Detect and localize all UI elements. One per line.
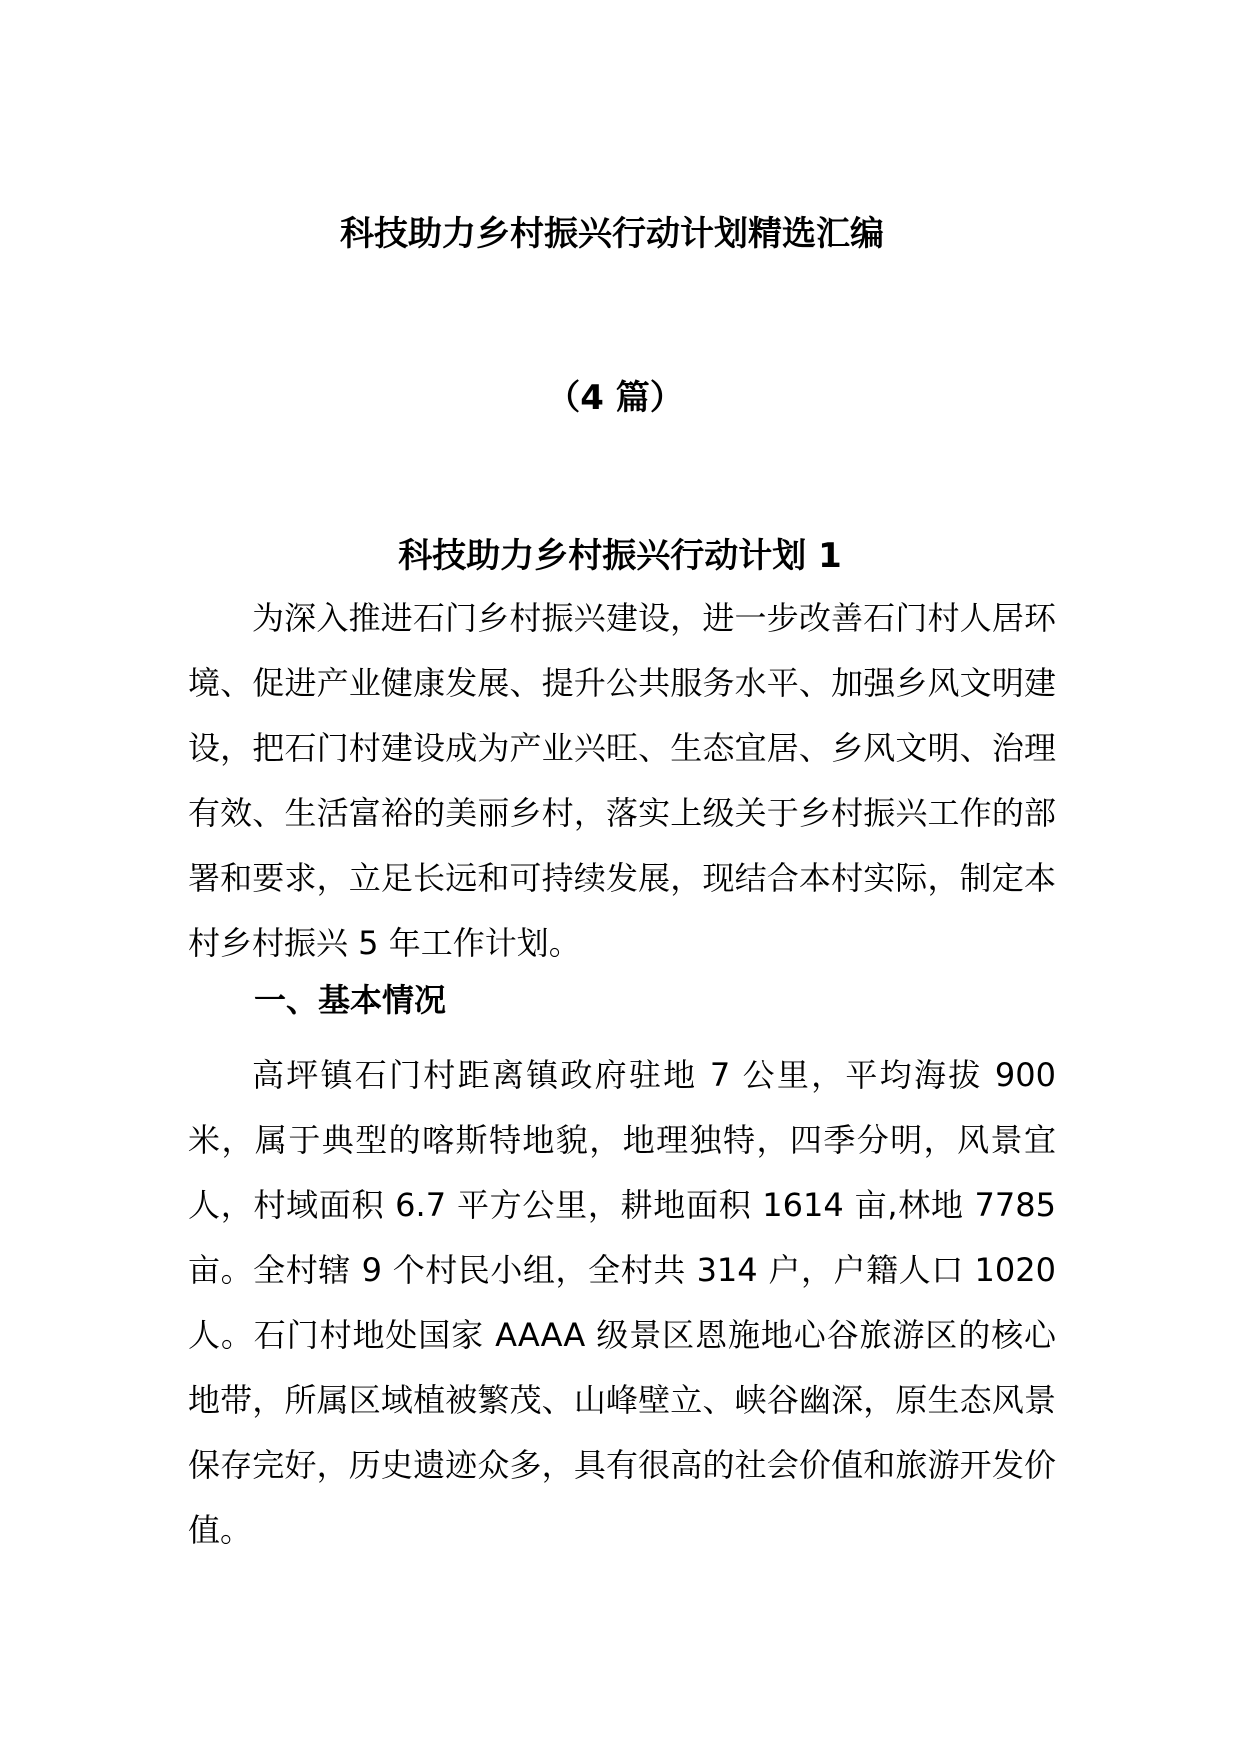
document-subtitle: （4 篇） bbox=[546, 378, 684, 418]
paragraph-introduction: 为深入推进石门乡村振兴建设，进一步改善石门村人居环境、促进产业健康发展、提升公共服务水平、加强乡风文明建设，把石门村建设成为产业兴旺、生态宜居、乡风文明、治理有效、生活富裕的美丽乡村，落实上级关于乡村振兴工作的部署和要求，立足长远和可持续发展，现结合本村实际，制定本村乡村振兴 5 年工作计划。 bbox=[188, 599, 1056, 962]
heading-basic-situation: 一、基本情况 bbox=[254, 981, 447, 1019]
section-title: 科技助力乡村振兴行动计划 1 bbox=[398, 536, 842, 576]
document-title: 科技助力乡村振兴行动计划精选汇编 bbox=[340, 214, 884, 254]
paragraph-basic-situation: 高坪镇石门村距离镇政府驻地 7 公里，平均海拔 900 米，属于典型的喀斯特地貌，地理独特，四季分明，风景宜人，村域面积 6.7 平方公里，耕地面积 1614 亩,林地 7785 亩。全村辖 9 个村民小组，全村共 314 户，户籍人口 1020 人。石门村地处国家 AAAA 级景区恩施地心谷旅游区的核心地带，所属区域植被繁茂、山峰壁立、峡谷幽深，原生态风景保存完好，历史遗迹众多，具有很高的社会价值和旅游开发价值。 bbox=[188, 1056, 1056, 1549]
